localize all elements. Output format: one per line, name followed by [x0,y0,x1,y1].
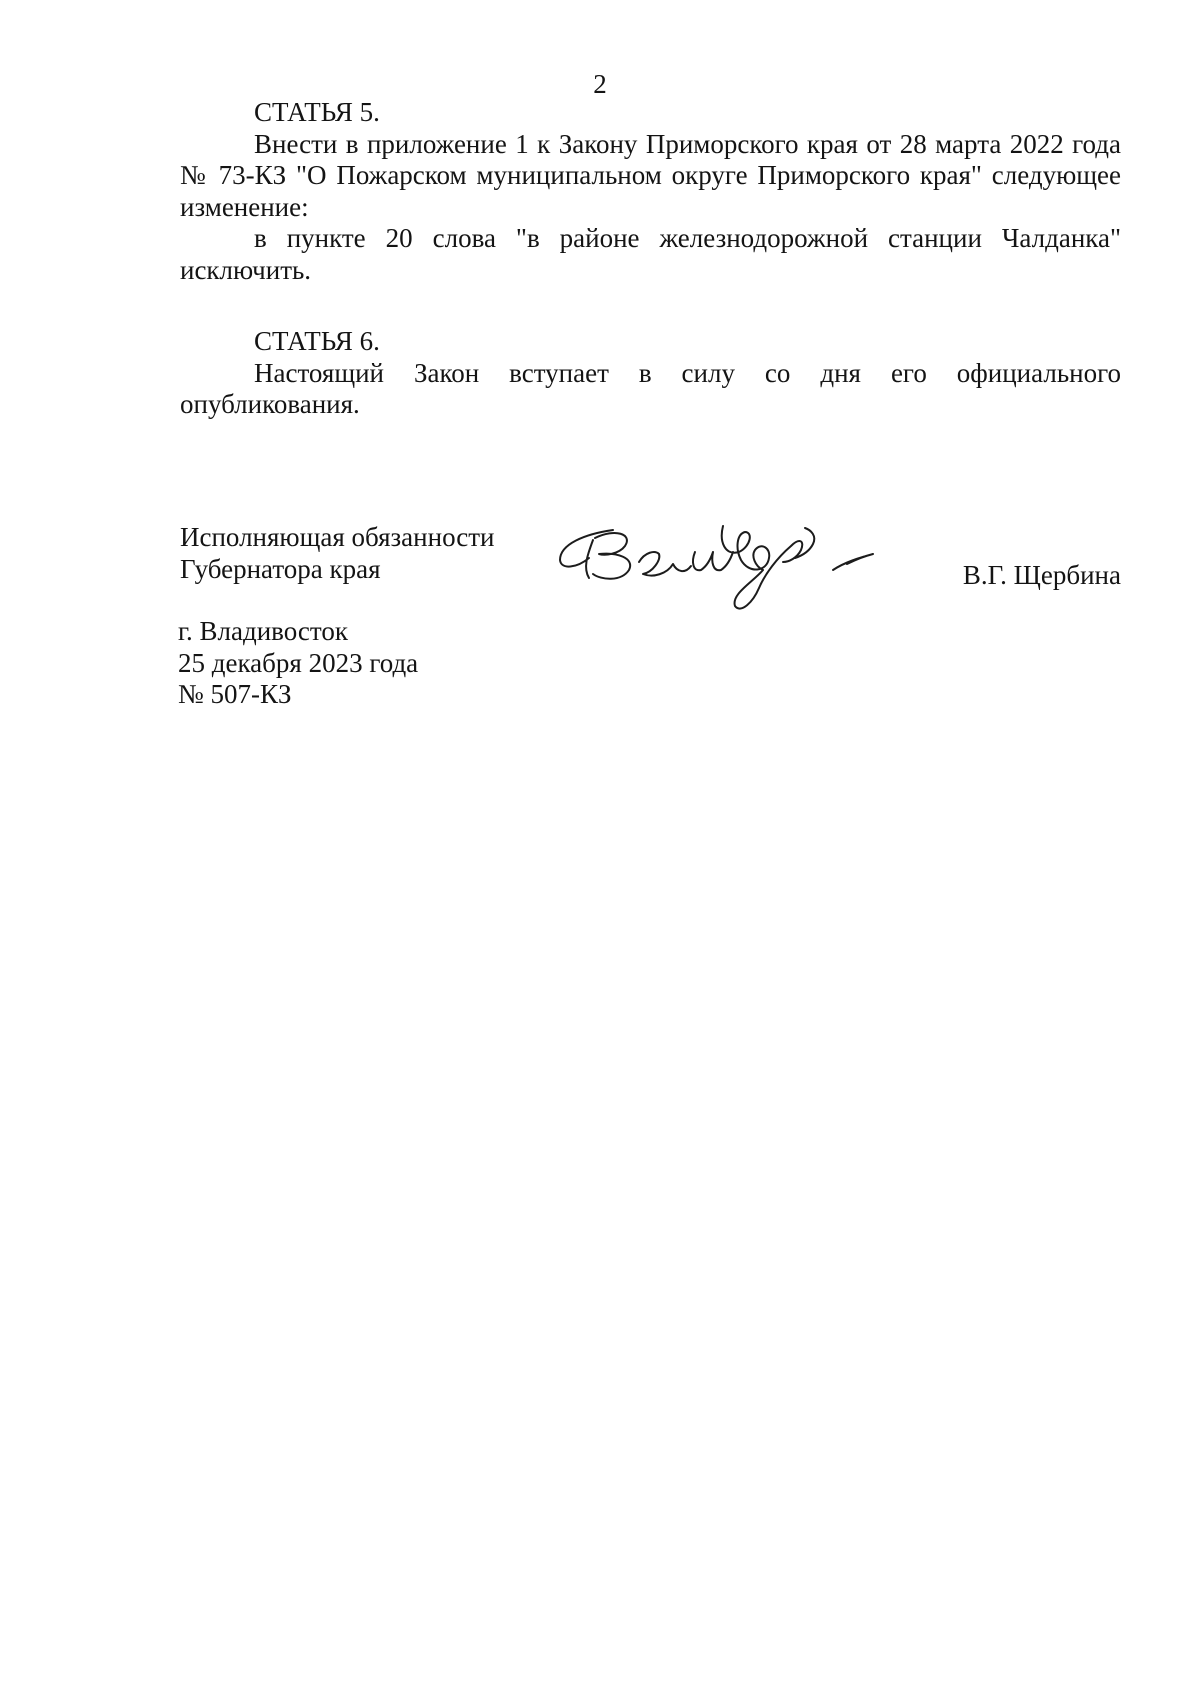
article-heading: СТАТЬЯ 5. [254,97,380,127]
signer-title [180,522,494,585]
date: 25 декабря 2023 года [178,647,419,678]
article-5 [180,97,1121,286]
page-number: 2 [593,69,607,99]
city: г. Владивосток [178,616,348,646]
article-paragraph: в пункте 20 слова "в районе железнодорожной станции Чалданка" исключить. [180,223,1121,285]
place-date-block [178,616,418,711]
article-paragraph: Настоящий Закон вступает в силу со дня его официального опубликования. [180,357,1121,419]
article-heading: СТАТЬЯ 6. [254,326,380,356]
law-number: № 507-КЗ [178,679,292,709]
signer-name: В.Г. Щербина [962,560,1121,590]
article-6 [180,326,1121,421]
signer-title-line: Исполняющая обязанности [180,522,495,552]
handwritten-signature [555,522,905,622]
signer-title-line: Губернатора края [180,553,381,584]
article-paragraph: Внести в приложение 1 к Закону Приморского края от 28 марта 2022 года № 73-КЗ "О Пожарском муниципальном округе Приморского края" следующее изменение: [180,128,1121,222]
